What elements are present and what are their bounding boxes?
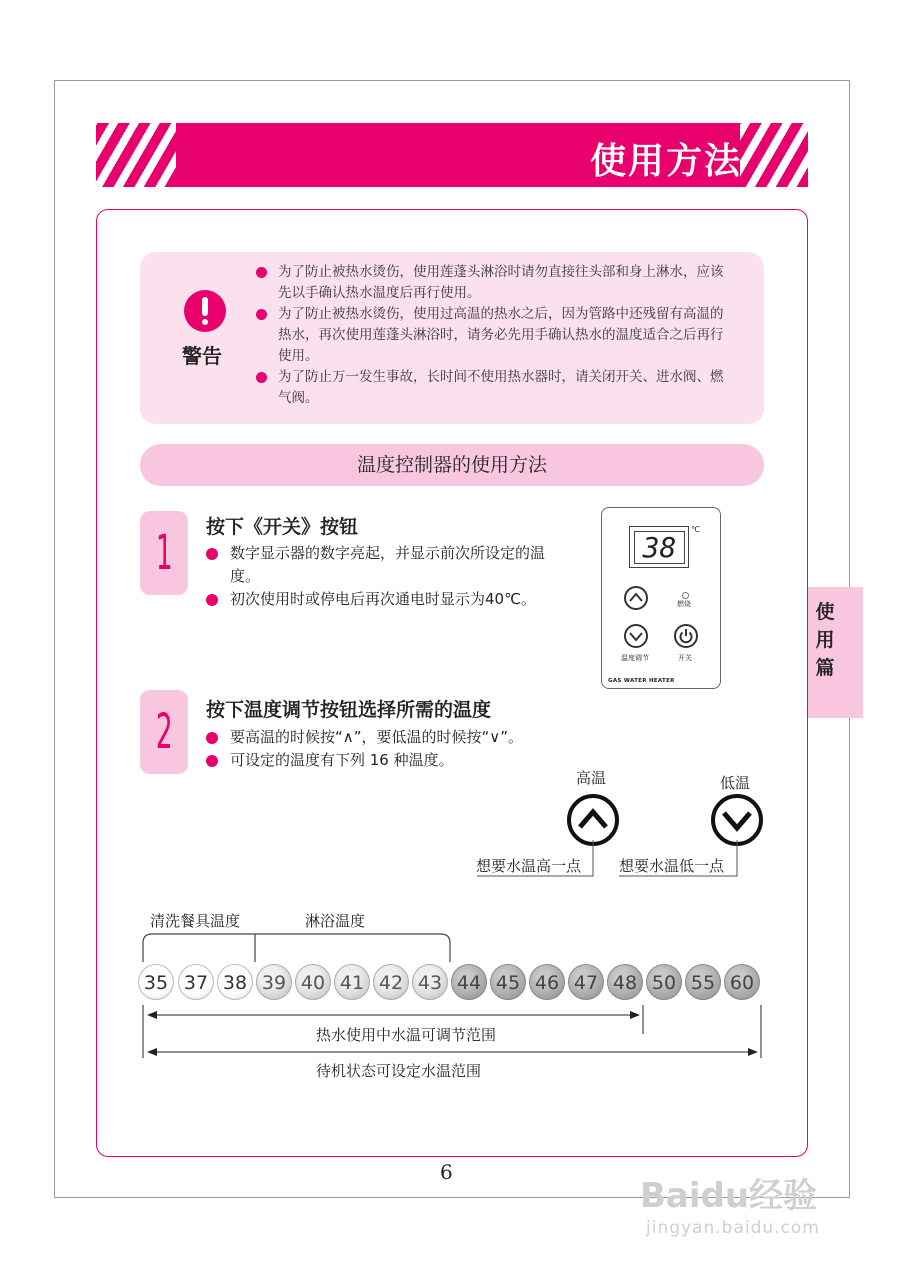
step-2-item: 要高温的时候按“∧”，要低温的时候按“∨”。 [206,726,606,749]
temp-circle: 46 [529,964,565,1000]
temp-circle: 44 [451,964,487,1000]
side-tab-char: 用 [815,629,835,651]
page-title: 使用方法 [589,141,742,182]
degree-unit: ℃ [691,525,700,534]
warning-item: 为了防止万一发生事故，长时间不使用热水器时，请关闭开关、进水阀、燃气阀。 [256,367,736,409]
high-temp-caption: 想要水温高一点 [476,857,582,875]
step-2-title: 按下温度调节按钮选择所需的温度 [206,699,492,721]
step-1-number: 1 [140,511,188,595]
temp-circle: 55 [685,964,721,1000]
standby-range-label: 待机状态可设定水温范围 [312,1060,485,1081]
temp-circle: 45 [490,964,526,1000]
burn-label: 燃烧 [677,600,691,608]
low-temp-label: 低温 [720,774,751,792]
shower-temp-label: 淋浴温度 [305,912,366,930]
step-1-item: 数字显示器的数字亮起，并显示前次所设定的温度。 [206,542,556,588]
warning-item: 为了防止被热水烫伤，使用过高温的热水之后，因为管路中还残留有高温的热水，再次使用莲蓬头淋浴时，请务必先用手确认热水的温度适合之后再行使用。 [256,304,736,367]
watermark-brand: Baidu经验 [640,1176,818,1216]
in-use-range-label: 热水使用中水温可调节范围 [312,1024,500,1045]
temp-circle: 35 [138,964,174,1000]
watermark-url: jingyan.baidu.com [646,1218,820,1238]
section-title: 温度控制器的使用方法 [140,444,764,486]
step-1-title: 按下《开关》按钮 [206,516,359,538]
temp-circle: 43 [412,964,448,1000]
temp-circle: 60 [724,964,760,1000]
brand-label: GAS WATER HEATER [608,678,675,684]
display-value: 38 [634,531,685,564]
temp-circle: 38 [217,964,253,1000]
temp-circle: 48 [607,964,643,1000]
temp-circle: 40 [295,964,331,1000]
high-temp-label: 高温 [576,769,607,787]
power-label: 开关 [678,654,692,662]
low-temp-caption: 想要水温低一点 [619,857,725,875]
warning-label: 警告 [182,344,222,368]
dish-temp-label: 清洗餐具温度 [150,912,241,930]
temp-adjust-label: 温度调节 [621,654,649,662]
temp-circle: 47 [568,964,604,1000]
page-number: 6 [440,1160,453,1184]
step-2-item: 可设定的温度有下列 16 种温度。 [206,749,606,772]
temp-circle: 42 [373,964,409,1000]
temp-circle: 37 [178,964,214,1000]
temp-circle: 41 [334,964,370,1000]
step-1-item: 初次使用时或停电后再次通电时显示为40℃。 [206,588,556,611]
warning-item: 为了防止被热水烫伤，使用莲蓬头淋浴时请勿直接往头部和身上淋水，应该先以手确认热水温度后再行使用。 [256,262,736,304]
temp-circle: 39 [256,964,292,1000]
side-tab-char: 篇 [815,657,835,679]
temp-circle: 50 [646,964,682,1000]
side-tab-char: 使 [815,601,835,623]
step-2-number: 2 [140,690,188,774]
